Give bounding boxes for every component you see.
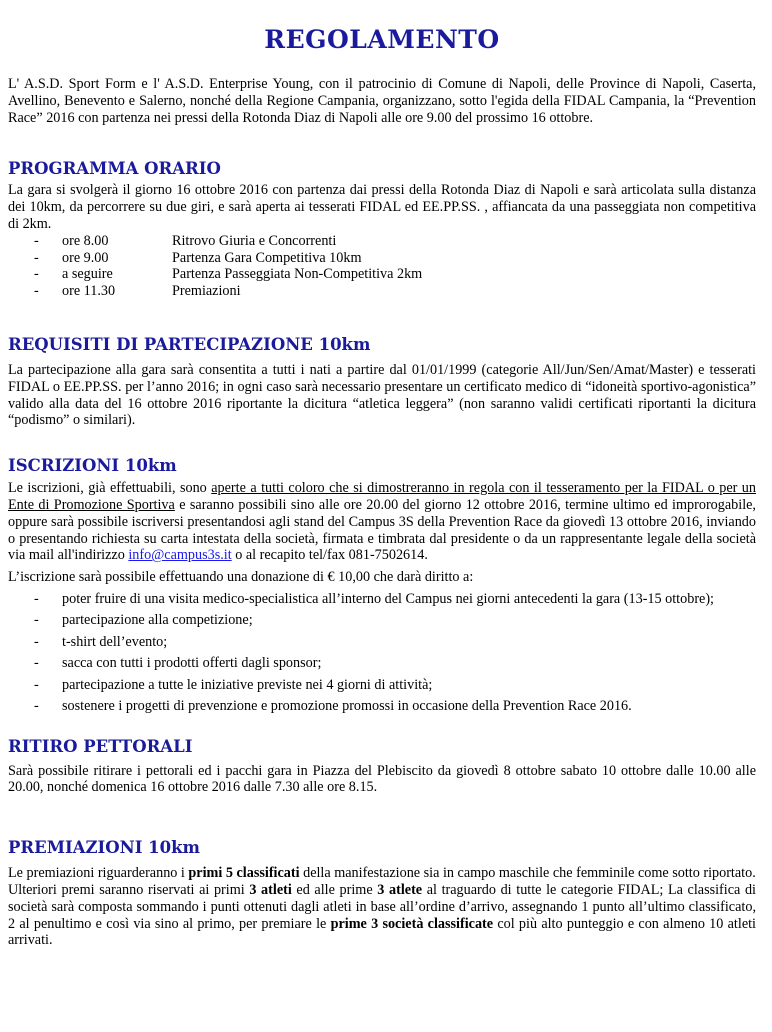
iscrizioni-heading: ISCRIZIONI 10km — [8, 456, 177, 476]
premiazioni-text: ed alle prime — [291, 882, 378, 899]
premiazioni-text: col più alto punteggio e con almeno 10 atleti arrivati. — [8, 915, 756, 949]
benefit-bullet: - — [34, 676, 39, 693]
premiazioni-text: al traguardo di tutte le categorie FIDAL; La classifica di società sarà composta sommando i punti ottenuti dagli atleti in base all’ordine d’arrivo, assegnando 1 punto all’ultimo classificato, 2 al penultimo e così via sino al primo, per premiare le — [8, 882, 756, 932]
benefit-text: partecipazione a tutte le iniziative previste nei 4 giorni di attività; — [62, 676, 433, 693]
benefit-text: poter fruire di una visita medico-specialistica all’interno del Campus nei giorni antecedenti la gara (13-15 ottobre); — [62, 590, 715, 607]
donation-paragraph: L’iscrizione sarà possibile effettuando una donazione di € 10,00 che darà diritto a: — [8, 569, 474, 586]
premiazioni-bold-text: 3 atlete — [377, 882, 423, 899]
iscrizioni-text-c: o al recapito tel/fax 081-7502614. — [231, 547, 428, 564]
ritiro-heading: RITIRO PETTORALI — [8, 736, 193, 756]
programma-heading: PROGRAMMA ORARIO — [8, 159, 221, 179]
benefit-bullet: - — [34, 633, 39, 650]
ritiro-paragraph: Sarà possibile ritirare i pettorali ed i pacchi gara in Piazza del Plebiscito da giovedì 8 ottobre sabato 10 ottobre dalle 10.00 alle 20.00, nonché domenica 16 ottobre 2016 dalle 7.30 alle ore 8.15. — [8, 762, 756, 796]
benefits-list — [8, 591, 756, 715]
benefit-item — [8, 698, 756, 715]
schedule-bullet: - — [34, 266, 39, 283]
schedule-time: ore 9.00 — [62, 249, 109, 266]
schedule-bullet: - — [34, 249, 39, 266]
premiazioni-bold-text: prime 3 società classificate — [330, 915, 494, 932]
schedule-bullet: - — [34, 283, 39, 300]
schedule-desc: Partenza Gara Competitiva 10km — [172, 249, 362, 266]
benefit-text: sacca con tutti i prodotti offerti dagli sponsor; — [62, 655, 322, 672]
benefit-text: partecipazione alla competizione; — [62, 612, 253, 629]
intro-paragraph: L' A.S.D. Sport Form e l' A.S.D. Enterprise Young, con il patrocinio di Comune di Napoli, delle Province di Napoli, Caserta, Avellino, Benevento e Salerno, nonché della Regione Campania, organizzano, sotto l'egida della FIDAL Campania, la “Prevention Race” 2016 con partenza nei pressi della Rotonda Diaz di Napoli alle ore 9.00 del prossimo 16 ottobre. — [8, 76, 756, 126]
document-page — [8, 0, 756, 949]
premiazioni-bold-text: primi 5 classificati — [188, 865, 300, 882]
requisiti-heading: REQUISITI DI PARTECIPAZIONE 10km — [8, 334, 371, 354]
iscrizioni-underlined-text: aperte a tutti coloro che si dimostreranno in regola con il tesseramento per la FIDAL o per un Ente di Promozione Sportiva — [8, 480, 756, 513]
premiazioni-text: Le premiazioni riguarderanno i — [8, 865, 189, 882]
iscrizioni-paragraph — [8, 480, 756, 564]
schedule-item — [8, 266, 756, 283]
benefit-item — [8, 677, 756, 694]
schedule-item — [8, 250, 756, 267]
schedule-desc: Premiazioni — [172, 283, 241, 300]
iscrizioni-text-a: Le iscrizioni, già effettuabili, sono — [8, 480, 212, 497]
schedule-list — [8, 233, 756, 300]
email-link[interactable]: info@campus3s.it — [128, 547, 232, 564]
schedule-item — [8, 233, 756, 250]
benefit-bullet: - — [34, 612, 39, 629]
benefit-bullet: - — [34, 655, 39, 672]
benefit-bullet: - — [34, 590, 39, 607]
schedule-desc: Ritrovo Giuria e Concorrenti — [172, 232, 337, 249]
premiazioni-paragraph-1 — [8, 865, 756, 882]
benefit-text: sostenere i progetti di prevenzione e promozione promossi in occasione della Prevention Race 2016. — [62, 697, 632, 714]
premiazioni-bold-text: 3 atleti — [249, 882, 292, 899]
schedule-time: ore 11.30 — [62, 283, 116, 300]
premiazioni-text: Ulteriori premi saranno riservati ai primi — [8, 882, 250, 899]
schedule-time: a seguire — [62, 266, 113, 283]
schedule-desc: Partenza Passeggiata Non-Competitiva 2km — [172, 266, 423, 283]
benefit-bullet: - — [34, 697, 39, 714]
schedule-bullet: - — [34, 232, 39, 249]
benefit-item — [8, 634, 756, 651]
iscrizioni-text-b: e saranno possibili sino alle ore 20.00 del giorno 12 ottobre 2016, termine ultimo ed improrogabile, oppure sarà possibile iscriversi presentandosi agli stand del Campus 3S della Prevention Race da giovedì 13 ottobre 2016, inviando o presentando richiesta su carta intestata della società, firmata e timbrata dal presidente o da un rappresentante legale della società via mail all'indirizzo — [8, 496, 756, 564]
benefit-item — [8, 591, 756, 608]
premiazioni-heading: PREMIAZIONI 10km — [8, 838, 201, 858]
schedule-item — [8, 283, 756, 300]
benefit-item — [8, 655, 756, 672]
document-title: REGOLAMENTO — [264, 25, 500, 54]
programma-paragraph: La gara si svolgerà il giorno 16 ottobre 2016 con partenza dai pressi della Rotonda Diaz di Napoli e sarà articolata sulla distanza dei 10km, da percorrere su due giri, e sarà aperta ai tesserati FIDAL ed EE.PP.SS. , affiancata da una passeggiata non competitiva di 2km. — [8, 182, 756, 232]
requisiti-paragraph: La partecipazione alla gara sarà consentita a tutti i nati a partire dal 01/01/1999 (categorie All/Jun/Sen/Amat/Master) e tesserati FIDAL o EE.PP.SS. per l’anno 2016; in ogni caso sarà necessario presentare un certificato medico di “idoneità sportivo-agonistica” valido alla data del 16 ottobre 2016 riportante la dicitura “atletica leggera” (non saranno validi certificati riportanti la dicitura “podismo” o similari). — [8, 361, 756, 429]
premiazioni-paragraph-2 — [8, 882, 756, 949]
premiazioni-text: della manifestazione sia in campo maschile che femminile come sotto riportato. — [299, 865, 756, 882]
schedule-time: ore 8.00 — [62, 232, 109, 249]
benefit-text: t-shirt dell’evento; — [62, 633, 168, 650]
benefit-item — [8, 612, 756, 629]
